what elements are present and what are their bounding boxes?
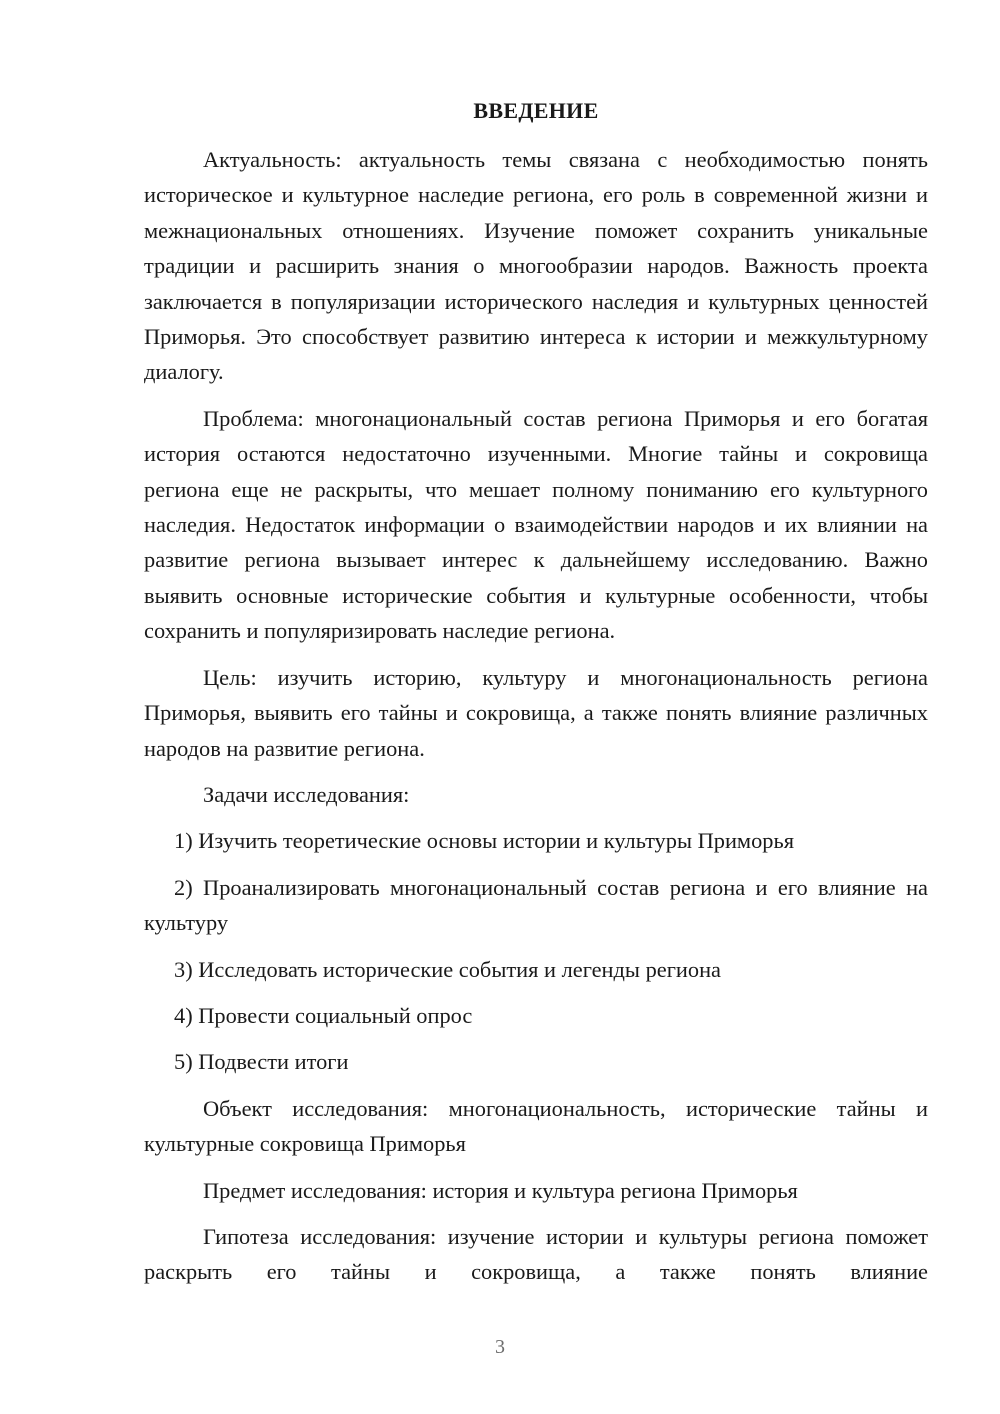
- subject-paragraph: Предмет исследования: история и культура региона Приморья: [203, 1177, 798, 1203]
- task-item-3: 3) Исследовать исторические события и легенды региона: [174, 956, 721, 982]
- object-paragraph: Объект исследования: многонациональность, исторические тайны и культурные сокровища Приморья: [144, 1095, 928, 1157]
- page-number: 3: [495, 1336, 505, 1358]
- tasks-title: Задачи исследования:: [203, 781, 410, 807]
- problem-paragraph: Проблема: многонациональный состав региона Приморья и его богатая история остаются недостаточно изученными. Многие тайны и сокровища региона еще не раскрыты, что мешает полному пониманию его культурного наследия. Недостаток информации о взаимодействии народов и их влиянии на развитие региона вызывает интерес к дальнейшему исследованию. Важно выявить основные исторические события и культурные особенности, чтобы сохранить и популяризировать наследие региона.: [144, 405, 928, 644]
- hypothesis-paragraph: Гипотеза исследования: изучение истории и культуры региона поможет раскрыть его тайны и сокровища, а также понять влияние: [144, 1223, 928, 1285]
- relevance-paragraph: Актуальность: актуальность темы связана с необходимостью понять историческое и культурное наследие региона, его роль в современной жизни и межнациональных отношениях. Изучение поможет сохранить уникальные традиции и расширить знания о многообразии народов. Важность проекта заключается в популяризации исторического наследия и культурных ценностей Приморья. Это способствует развитию интереса к истории и межкультурному диалогу.: [144, 147, 928, 385]
- goal-paragraph: Цель: изучить историю, культуру и многонациональность региона Приморья, выявить его тайны и сокровища, а также понять влияние различных народов на развитие региона.: [144, 664, 928, 761]
- task-item-4: 4) Провести социальный опрос: [174, 1002, 473, 1028]
- section-heading: ВВЕДЕНИЕ: [473, 98, 599, 123]
- task-item-2: 2) Проанализировать многонациональный состав региона и его влияние на культуру: [144, 874, 928, 936]
- task-item-1: 1) Изучить теоретические основы истории и культуры Приморья: [174, 828, 795, 854]
- document-body: [144, 142, 928, 1301]
- task-item-5: 5) Подвести итоги: [174, 1049, 349, 1075]
